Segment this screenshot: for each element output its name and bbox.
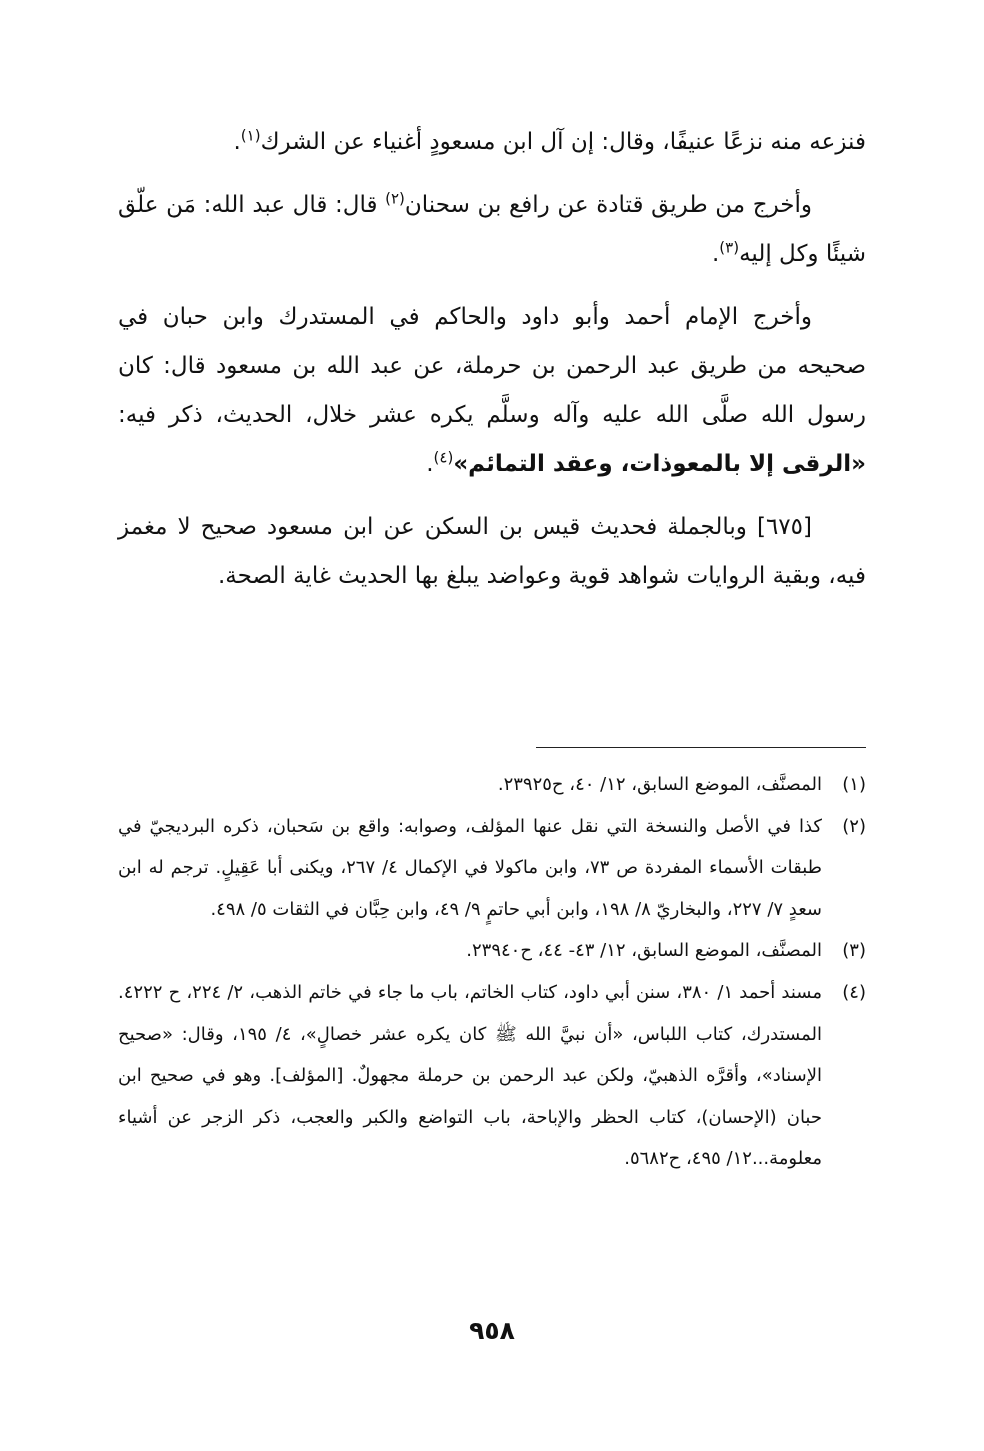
paragraph-3 (118, 293, 866, 489)
footnote-text: مسند أحمد ١/ ٣٨٠، سنن أبي داود، كتاب الخاتم، باب ما جاء في خاتم الذهب، ٢/ ٢٢٤، ح ٤٢٢٢. المستدرك، كتاب اللباس، «أن نبيَّ الله ﷺ كان يكره عشر خصالٍ»، ٤/ ١٩٥، وقال: «صحيح الإسناد»، وأقرَّه الذهبيّ، ولكن عبد الرحمن بن حرملة مجهولٌ. [المؤلف]. وهو في صحيح ابن حبان (الإحسان)، كتاب الحظر والإباحة، باب التواضع والكبر والعجب، ذكر الزجر عن أشياء معلومة...١٢/ ٤٩٥، ح٥٦٨٢. (118, 981, 822, 1170)
footnote-ref-4[interactable]: (٤) (433, 448, 454, 467)
footnote-1 (118, 764, 866, 806)
hadith-quote: «الرقى إلا بالمعوذات، وعقد التمائم» (453, 451, 866, 477)
footnote-number: (١) (842, 774, 866, 795)
paragraph-2-end: . (711, 241, 720, 267)
footnote-number: (٤) (842, 981, 866, 1003)
paragraph-4 (118, 503, 866, 601)
footnote-text: المصنَّف، الموضع السابق، ١٢/ ٤٣- ٤٤، ح٢٣٩٤٠. (466, 940, 822, 962)
paragraph-4-text: [٦٧٥] وبالجملة فحديث قيس بن السكن عن ابن مسعود صحيح لا مغمز فيه، وبقية الروايات شواهد قوية وعواضد يبلغ بها الحديث غاية الصحة. (118, 514, 866, 589)
footnote-ref-1[interactable]: (١) (240, 126, 261, 145)
footnote-number: (٢) (842, 815, 866, 837)
footnote-2 (118, 806, 866, 931)
paragraph-3-text: وأخرج الإمام أحمد وأبو داود والحاكم في المستدرك وابن حبان في صحيحه من طريق عبد الرحمن بن حرملة، عن عبد الله بن مسعود قال: كان رسول الله صلَّى الله عليه وآله وسلَّم يكره عشر خلال، الحديث، ذكر فيه: (118, 304, 866, 428)
footnote-number: (٣) (842, 940, 866, 962)
paragraph-2-text: وأخرج من طريق قتادة عن رافع بن سحنان (404, 192, 812, 218)
footnote-ref-3[interactable]: (٣) (719, 238, 740, 257)
paragraph-1-end: . (233, 129, 241, 155)
footnote-4 (118, 972, 866, 1180)
footnote-3 (118, 930, 866, 972)
footnote-text: كذا في الأصل والنسخة التي نقل عنها المؤلف، وصوابه: واقع بن سَحبان، ذكره البرديجيّ في طبقات الأسماء المفردة ص ٧٣، وابن ماكولا في الإكمال ٤/ ٢٦٧، ويكنى أبا عَقِيلٍ. ترجم له ابن سعدٍ ٧/ ٢٢٧، والبخاريّ ٨/ ١٩٨، وابن أبي حاتمٍ ٩/ ٤٩، وابن حِبَّان في الثقات ٥/ ٤٩٨. (118, 815, 822, 920)
footnotes (118, 764, 866, 1180)
page-number: ٩٥٨ (469, 1316, 515, 1345)
paragraph-2 (118, 181, 866, 279)
paragraph-1 (118, 118, 866, 167)
footnote-ref-2[interactable]: (٢) (385, 189, 405, 208)
paragraph-3-end: . (426, 451, 434, 477)
paragraph-2-mid: قال: قال عبد الله: مَن علّق شيئًا وكل إليه (118, 192, 866, 267)
footnote-divider (536, 747, 866, 748)
footnote-text: المصنَّف، الموضع السابق، ١٢/ ٤٠، ح٢٣٩٢٥. (497, 774, 822, 795)
paragraph-1-text: فنزعه منه نزعًا عنيفًا، وقال: إن آل ابن مسعودٍ أغنياء عن الشرك (260, 129, 866, 155)
main-text (118, 118, 866, 615)
